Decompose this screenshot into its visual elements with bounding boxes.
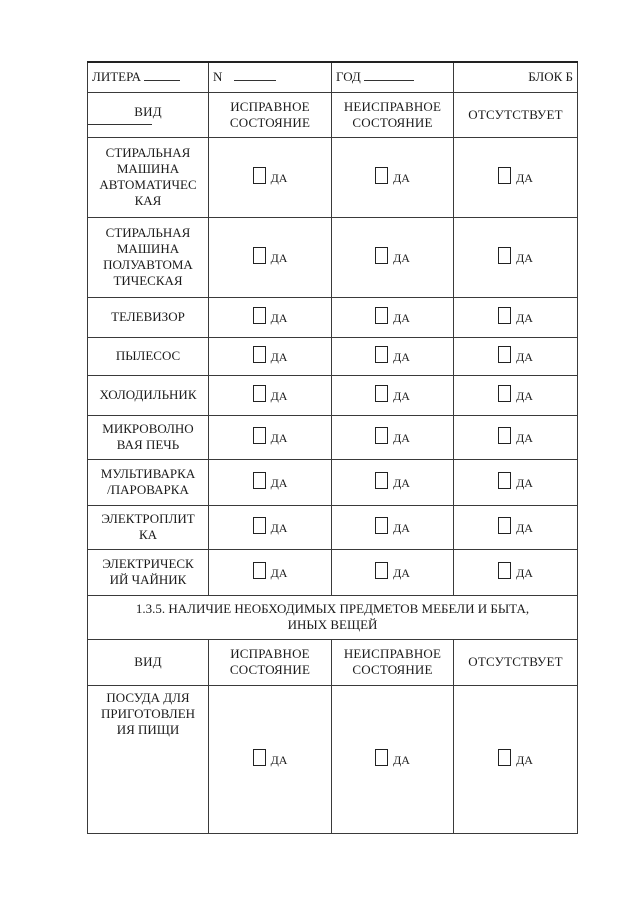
absent-checkbox[interactable] [498,427,533,444]
appliance-rows [88,137,578,595]
absent-checkbox[interactable] [498,307,533,324]
checkbox-label: ДА [516,349,533,364]
good-cell [209,685,332,833]
checkbox-label: ДА [270,565,288,580]
checkbox-square-icon[interactable] [253,517,266,534]
bad-checkbox[interactable] [375,472,410,489]
bad-cell [332,337,454,375]
absent-checkbox[interactable] [498,247,533,264]
checkbox-square-icon[interactable] [498,346,511,363]
good-checkbox[interactable] [253,346,288,363]
bad-cell [332,375,454,415]
absent-checkbox[interactable] [498,385,533,402]
checkbox-square-icon[interactable] [253,385,266,402]
checkbox-label: ДА [516,520,533,535]
checkbox-square-icon[interactable] [375,562,388,579]
absent-cell [454,217,578,297]
checkbox-label: ДА [393,250,410,265]
checkbox-square-icon[interactable] [498,749,511,766]
block-cell [454,62,578,92]
good-checkbox[interactable] [253,562,288,579]
item-label: ХОЛОДИЛЬНИК [88,375,209,415]
absent-checkbox[interactable] [498,346,533,363]
absent-checkbox[interactable] [498,562,533,579]
absent-cell [454,549,578,595]
checkbox-square-icon[interactable] [375,517,388,534]
good-checkbox[interactable] [253,427,288,444]
good-cell [209,459,332,505]
good-checkbox[interactable] [253,517,288,534]
bad-checkbox[interactable] [375,346,410,363]
absent-cell [454,685,578,833]
checkbox-square-icon[interactable] [253,562,266,579]
year-field[interactable] [364,69,414,81]
checkbox-square-icon[interactable] [375,167,388,184]
bad-cell [332,217,454,297]
checkbox-square-icon[interactable] [498,562,511,579]
absent-cell [454,415,578,459]
item-label: ПОСУДА ДЛЯ ПРИГОТОВЛЕН ИЯ ПИЩИ [88,685,209,833]
checkbox-label: ДА [516,250,533,265]
year-label: ГОД [336,69,361,85]
item-label: СТИРАЛЬНАЯ МАШИНА ПОЛУАВТОМА ТИЧЕСКАЯ [88,217,209,297]
table-row [88,137,578,217]
year-cell [332,62,454,92]
item-label: ЭЛЕКТРИЧЕСК ИЙ ЧАЙНИК [88,549,209,595]
bad-checkbox[interactable] [375,385,410,402]
checkbox-label: ДА [393,520,410,535]
good-cell [209,505,332,549]
table-row [88,459,578,505]
absent-cell [454,337,578,375]
good-cell [209,297,332,337]
table-row [88,685,578,833]
checkbox-label: ДА [516,170,533,185]
checkbox-label: ДА [516,310,533,325]
good-checkbox[interactable] [253,472,288,489]
absent-checkbox[interactable] [498,472,533,489]
checkbox-label: ДА [393,388,410,403]
good-cell [209,217,332,297]
bad-checkbox[interactable] [375,562,410,579]
bad-cell [332,137,454,217]
column-header-row-2 [88,639,578,685]
checkbox-label: ДА [393,475,410,490]
checkbox-label: ДА [516,752,533,767]
number-field[interactable] [234,69,276,81]
bad-checkbox[interactable] [375,247,410,264]
checkbox-label: ДА [270,520,288,535]
checkbox-square-icon[interactable] [375,247,388,264]
column-header-row [88,92,578,137]
good-checkbox[interactable] [253,749,288,766]
bad-cell [332,459,454,505]
absent-cell [454,459,578,505]
checkbox-label: ДА [393,430,410,445]
checkbox-label: ДА [270,250,288,265]
item-label: ТЕЛЕВИЗОР [88,297,209,337]
litera-cell [88,62,209,92]
good-cell [209,415,332,459]
absent-cell [454,375,578,415]
bad-checkbox[interactable] [375,427,410,444]
bad-checkbox[interactable] [375,307,410,324]
checkbox-square-icon[interactable] [253,427,266,444]
form-header-row [88,62,578,92]
item-label: ПЫЛЕСОС [88,337,209,375]
furniture-rows [88,685,578,833]
item-label: МИКРОВОЛНО ВАЯ ПЕЧЬ [88,415,209,459]
table-row [88,505,578,549]
col-type-header: ВИД [88,92,209,137]
col-type-header-2: ВИД [88,639,209,685]
inventory-form-table [87,61,578,834]
absent-cell [454,297,578,337]
bad-checkbox[interactable] [375,167,410,184]
checkbox-square-icon[interactable] [498,517,511,534]
checkbox-square-icon[interactable] [375,472,388,489]
checkbox-square-icon[interactable] [253,247,266,264]
checkbox-square-icon[interactable] [253,749,266,766]
item-label: ЭЛЕКТРОПЛИТ КА [88,505,209,549]
checkbox-square-icon[interactable] [253,307,266,324]
checkbox-label: ДА [393,310,410,325]
checkbox-label: ДА [270,475,288,490]
section-title-row [88,595,578,639]
checkbox-square-icon[interactable] [253,472,266,489]
item-label: МУЛЬТИВАРКА /ПАРОВАРКА [88,459,209,505]
checkbox-label: ДА [516,430,533,445]
bad-checkbox[interactable] [375,749,410,766]
col-good-header: ИСПРАВНОЕ СОСТОЯНИЕ [209,92,332,137]
checkbox-label: ДА [270,170,288,185]
good-checkbox[interactable] [253,247,288,264]
bad-checkbox[interactable] [375,517,410,534]
col-absent-header-2: ОТСУТСТВУЕТ [454,639,578,685]
checkbox-square-icon[interactable] [498,167,511,184]
table-row [88,375,578,415]
absent-cell [454,505,578,549]
col-bad-header: НЕИСПРАВНОЕ СОСТОЯНИЕ [332,92,454,137]
bad-cell [332,505,454,549]
checkbox-label: ДА [270,430,288,445]
table-row [88,297,578,337]
good-cell [209,337,332,375]
checkbox-square-icon[interactable] [375,346,388,363]
checkbox-square-icon[interactable] [498,472,511,489]
block-label: БЛОК Б [528,69,573,85]
checkbox-square-icon[interactable] [253,346,266,363]
absent-checkbox[interactable] [498,749,533,766]
absent-checkbox[interactable] [498,167,533,184]
litera-field[interactable] [144,69,180,81]
absent-checkbox[interactable] [498,517,533,534]
table-row [88,217,578,297]
good-cell [209,549,332,595]
checkbox-square-icon[interactable] [498,307,511,324]
bad-cell [332,297,454,337]
table-row [88,337,578,375]
col-bad-header-2: НЕИСПРАВНОЕ СОСТОЯНИЕ [332,639,454,685]
section-title: 1.3.5. НАЛИЧИЕ НЕОБХОДИМЫХ ПРЕДМЕТОВ МЕБЕЛИ И БЫТА, ИНЫХ ВЕЩЕЙ [88,595,578,639]
checkbox-square-icon[interactable] [375,307,388,324]
checkbox-square-icon[interactable] [498,385,511,402]
good-cell [209,137,332,217]
good-cell [209,375,332,415]
number-label: N [213,69,223,85]
checkbox-square-icon[interactable] [253,167,266,184]
checkbox-label: ДА [516,475,533,490]
checkbox-label: ДА [393,170,410,185]
good-checkbox[interactable] [253,307,288,324]
table-row [88,549,578,595]
checkbox-label: ДА [270,349,288,364]
checkbox-square-icon[interactable] [375,427,388,444]
good-checkbox[interactable] [253,385,288,402]
checkbox-square-icon[interactable] [375,749,388,766]
bad-cell [332,549,454,595]
checkbox-label: ДА [393,565,410,580]
good-checkbox[interactable] [253,167,288,184]
col-good-header-2: ИСПРАВНОЕ СОСТОЯНИЕ [209,639,332,685]
col-absent-header: ОТСУТСТВУЕТ [454,92,578,137]
absent-cell [454,137,578,217]
checkbox-label: ДА [393,752,410,767]
checkbox-square-icon[interactable] [375,385,388,402]
number-cell [209,62,332,92]
checkbox-label: ДА [270,310,288,325]
table-row [88,415,578,459]
checkbox-square-icon[interactable] [498,427,511,444]
item-label: СТИРАЛЬНАЯ МАШИНА АВТОМАТИЧЕС КАЯ [88,137,209,217]
checkbox-label: ДА [270,388,288,403]
checkbox-label: ДА [270,752,288,767]
bad-cell [332,685,454,833]
checkbox-square-icon[interactable] [498,247,511,264]
litera-label: ЛИТЕРА [92,69,142,85]
bad-cell [332,415,454,459]
checkbox-label: ДА [516,388,533,403]
checkbox-label: ДА [393,349,410,364]
checkbox-label: ДА [516,565,533,580]
